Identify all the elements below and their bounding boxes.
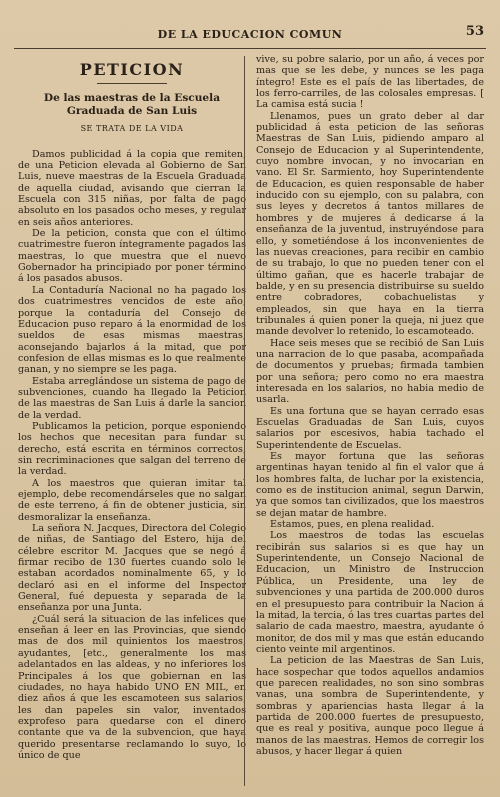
running-title: DE LA EDUCACION COMUN [157,28,343,41]
running-head [0,22,500,42]
paragraph: La señora N. Jacques, Directora del Colegio de niñas, de Santiago del Estero, hija del célebre escritor M. Jacques que se negó á firmar recibo de 130 fuertes cuando solo le estaban acordados nominalmente 65, y lo declaró asi en el informe del Inspector General, fué depuesta y separada de la enseñanza por una Junta. [18,523,246,614]
paragraph: Damos publicidad á la copia que remiten, de una Peticion elevada al Gobierno de San Luis, nueve maestras de la Escuela Graduada de aquella ciudad, avisando que cierran la Escuela con 315 niñas, por falta de pago absoluto en los pasados ocho meses, y regular en seis años anteriores. [18,148,246,228]
page-number: 53 [465,24,484,39]
paragraph: Hace seis meses que se recibió de San Luis una narracion de lo que pasaba, acompañada de documentos y pruebas; firmada tambien por una señora; pero como no era maestra interesada en los salarios, no habia medio de usarla. [256,337,484,406]
paragraph: ¿Cuál será la situacion de las infelices que enseñan á leer en las Provincias, que siendo mas de dos mil quinientos los maestros, ayudantes, [etc., generalmente los mas adelantados en las aldeas, y no inferiores los Principales á los que gobiernan en las ciudades, no haya habido UNO EN MIL, en diez años á que les escamoteen sus salarios, les dan papeles sin valor, inventados exprofeso para quedarse con el dinero contante que va de la subvencion, que haya querido presentarse reclamando lo suyo, lo único de que [18,613,246,761]
paragraph: La peticion de las Maestras de San Luis, hace sospechar que todos aquellos andamios que parecen realidades, no son sino sombras vanas, una sombra de Superintendente, y sombras y apariencias hasta llegar á la partida de 200.000 fuertes de presupuesto, que es real y positiva, aunque poco llegue á manos de las maestras. Hemos de corregir los abusos, y hacer llegar á quien [256,655,484,757]
paragraph: Es mayor fortuna que las señoras argentinas hayan tenido al fin el valor que á los hombres falta, de luchar por la existencia, como es de institucion animal, segun Darwin, ya que somos tan civilizados, que los maestros se dejan matar de hambre. [256,451,484,519]
header-rule [14,48,486,49]
left-column [18,56,246,761]
article-title: PETICION [79,60,185,79]
paragraph: Es una fortuna que se hayan cerrado esas Escuelas Graduadas de San Luis, cuyos salarios por escesivos, habia tachado el Superintendente de Escuelas. [256,405,484,451]
paragraph: A los maestros que quieran imitar tal ejemplo, debe recomendárseles que no salgan de este terreno, á fin de obtener justicia, sin desmoralizar la enseñanza. [18,477,246,523]
article-kicker: SE TRATA DE LA VIDA [80,124,184,134]
title-rule [97,83,167,84]
article-subtitle: De las maestras de la Escuela Graduada de San Luis [43,92,221,117]
paragraph: vive, su pobre salario, por un año, á veces por mas que se les debe, y nunces se les paga íntegro! Este es el país de las libertades, de los ferro-carriles, de las colosales empresas. [ La camisa está sucia ! [256,54,484,111]
paragraph: Estaba arreglándose un sistema de pago de subvenciones, cuando ha llegado la Peticion de las maestras de San Luis á darle la sancion de la verdad. [18,375,246,421]
paragraph: Publicamos la peticion, porque esponiendo los hechos que necesitan para fundar su derecho, está escrita en términos correctos, sin recriminaciones que salgan del terreno de la verdad. [18,420,246,478]
paragraph: Estamos, pues, en plena realidad. [270,519,435,531]
paragraph: La Contaduría Nacional no ha pagado los dos cuatrimestres vencidos de este año, porque la contaduría del Consejo de Educacion puso reparo á la enormidad de los sueldos de esas mismas maestras, aconsejando bajarlos á la mitad, que por confesion de ellas mismas es lo que realmente ganan, y no siempre se les paga. [18,284,246,376]
column-divider [244,56,245,786]
paragraph: De la peticion, consta que con el último cuatrimestre fueron íntegramente pagados las maestras, lo que muestra que el nuevo Gobernador ha principiado por poner término á los pasados abusos. [18,228,246,285]
paragraph: Llenamos, pues un grato deber al dar publicidad á esta peticion de las señoras Maestras de San Luis, pidiendo amparo al Consejo de Educacion y al Superintendente, cuyo nombre invocan, y no invocarian en vano. El Sr. Sarmiento, hoy Superintendente de Educacion, es quien responsable de haber inducido con su ejemplo, con su palabra, con sus leyes y decretos á tantos millares de hombres y de mujeres á dedicarse á la enseñanza de la juventud, instruyéndose para ello, y sometiéndose á los inconvenientes de las nuevas creaciones, para recibir en cambio de su trabajo, lo que no pueden tener con el último gañan, que es hacerle trabajar de balde, y en su presencia distribuirse su sueldo entre cobradores, cobachuelistas y empleados, sin que haya en la tierra tribunales á quien poner la queja, ni juez que mande devolver lo retenido, lo escamoteado. [256,110,484,338]
paragraph: Los maestros de todas las escuelas recibirán sus salarios si es que hay un Superintendente, un Consejo Nacional de Educacion, un Ministro de Instruccion Pública, un Presidente, una ley de subvenciones y una partida de 200.000 duros en el presupuesto para contribuir la Nacion á la mitad, la tercia, ó las tres cuartas partes del salario de cada maestro, maestra, ayudante ó monitor, de dos mil y mas que están educando ciento veinte mil argentinos. [256,530,484,655]
right-column [256,54,484,757]
